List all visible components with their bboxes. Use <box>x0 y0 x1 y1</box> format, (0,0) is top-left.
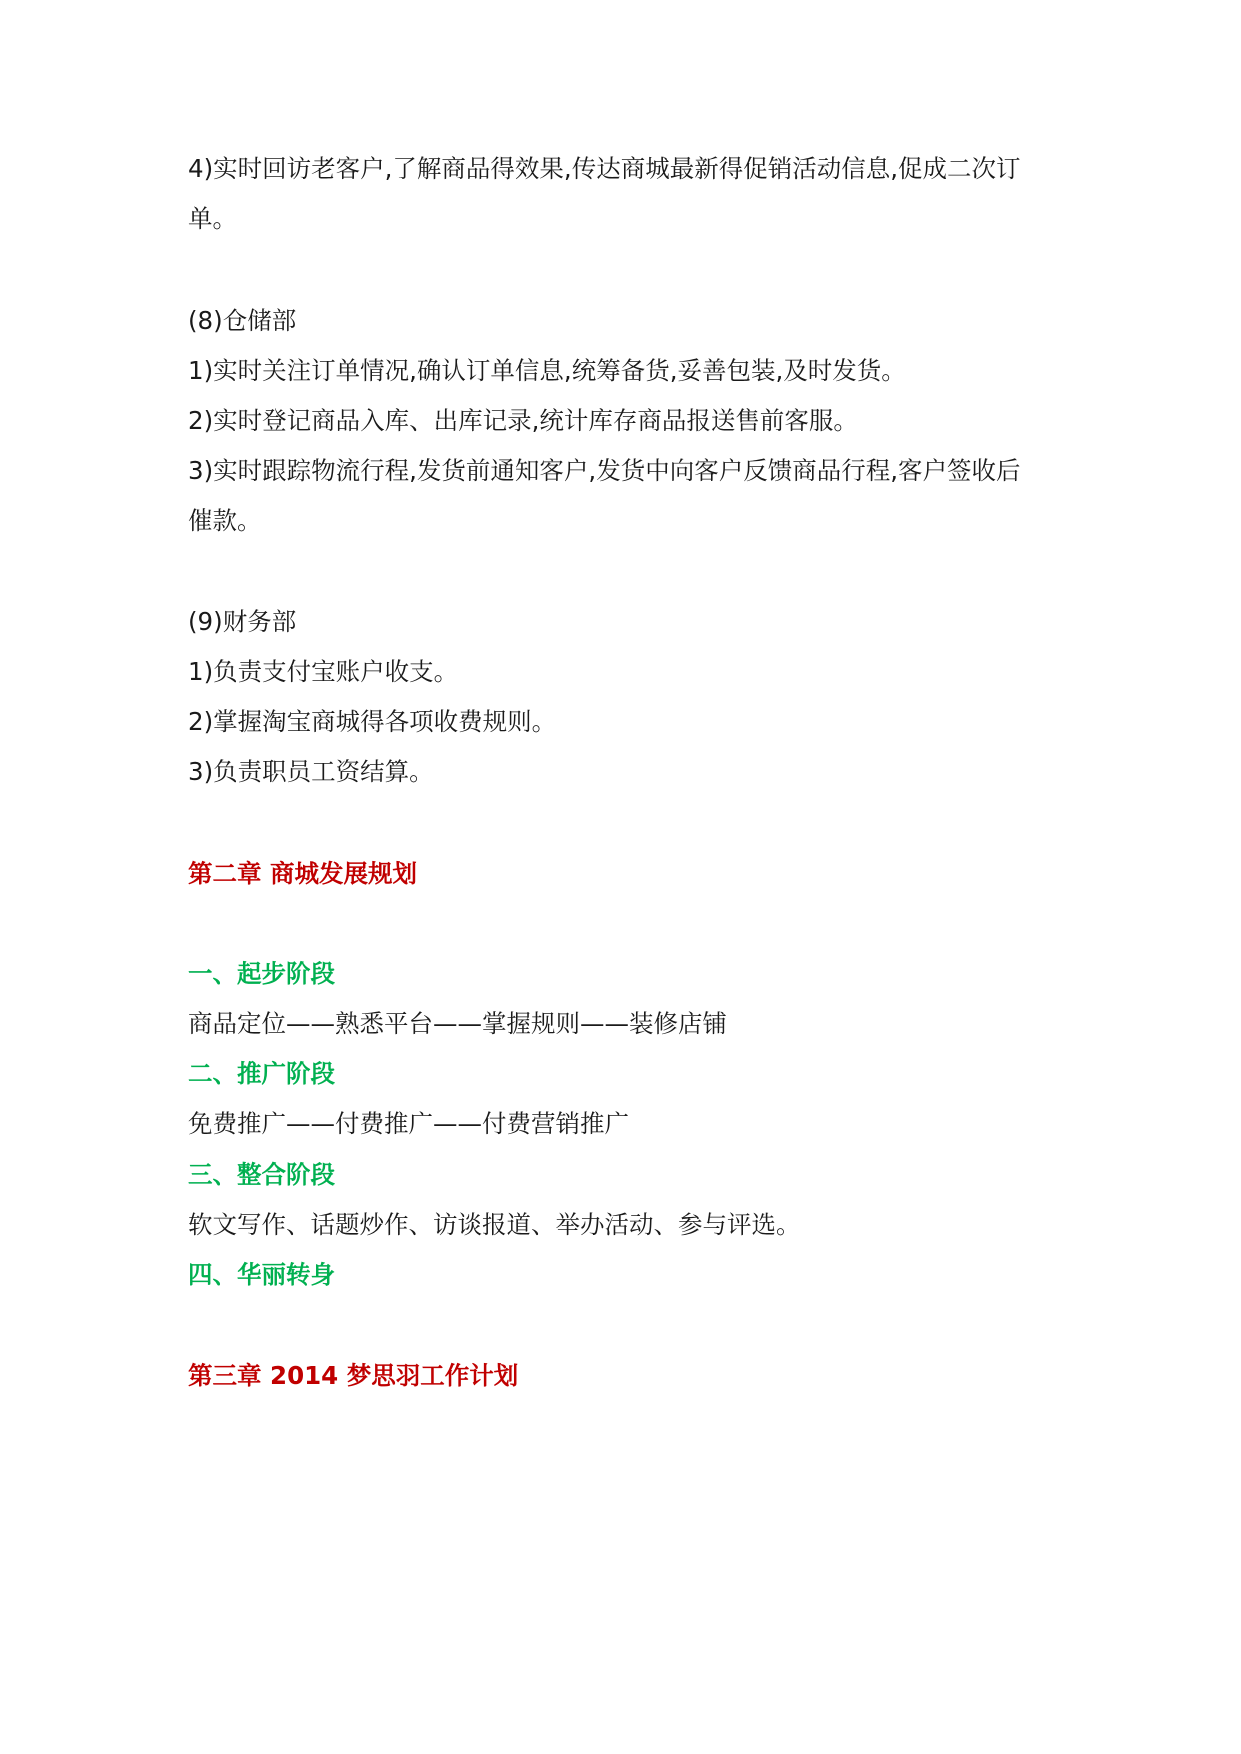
sales-item-4-line-1: 4)实时回访老客户,了解商品得效果,传达商城最新得促销活动信息,促成二次订 <box>188 154 1021 183</box>
stage-3-content: 软文写作、话题炒作、访谈报道、举办活动、参与评选。 <box>188 1210 801 1239</box>
stage-3-title: 三、整合阶段 <box>188 1160 335 1189</box>
finance-item-1: 1)负责支付宝账户收支。 <box>188 657 459 686</box>
chapter-2-title: 第二章 商城发展规划 <box>188 859 418 888</box>
warehouse-item-2: 2)实时登记商品入库、出库记录,统计库存商品报送售前客服。 <box>188 406 858 435</box>
stage-2-content: 免费推广——付费推广——付费营销推广 <box>188 1109 629 1138</box>
sales-item-4-line-2: 单。 <box>188 204 237 233</box>
warehouse-item-3-line-1: 3)实时跟踪物流行程,发货前通知客户,发货中向客户反馈商品行程,客户签收后 <box>188 456 1021 485</box>
finance-section-heading: (9)财务部 <box>188 607 297 636</box>
finance-item-3: 3)负责职员工资结算。 <box>188 757 434 786</box>
finance-item-2: 2)掌握淘宝商城得各项收费规则。 <box>188 707 557 736</box>
stage-4-title: 四、华丽转身 <box>188 1260 335 1289</box>
warehouse-item-1: 1)实时关注订单情况,确认订单信息,统筹备货,妥善包装,及时发货。 <box>188 356 906 385</box>
warehouse-item-3-line-2: 催款。 <box>188 506 262 535</box>
stage-1-title: 一、起步阶段 <box>188 959 335 988</box>
chapter-3-title: 第三章 2014 梦思羽工作计划 <box>188 1361 519 1390</box>
stage-2-title: 二、推广阶段 <box>188 1059 335 1088</box>
stage-1-content: 商品定位——熟悉平台——掌握规则——装修店铺 <box>188 1009 727 1038</box>
warehouse-section-heading: (8)仓储部 <box>188 306 297 335</box>
